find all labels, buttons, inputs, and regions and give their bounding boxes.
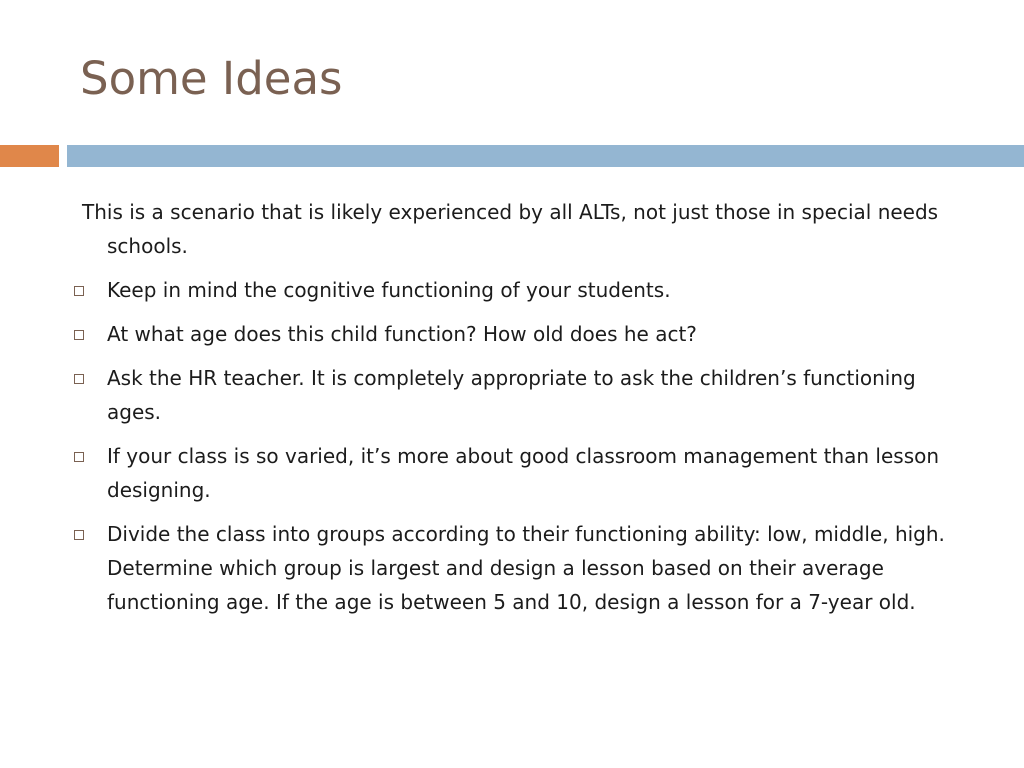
accent-bar-orange [0,145,59,167]
accent-bar-blue [67,145,1024,167]
bullet-item [72,273,972,307]
square-bullet-icon [74,286,84,296]
bullet-text: If your class is so varied, it’s more about good classroom management than lesson designing. [107,444,940,502]
slide-body [72,195,972,629]
square-bullet-icon [74,452,84,462]
bullet-item [72,361,972,429]
square-bullet-icon [74,374,84,384]
bullet-text: Keep in mind the cognitive functioning of your students. [107,278,671,302]
square-bullet-icon [74,330,84,340]
square-bullet-icon [74,530,84,540]
bullet-item [72,317,972,351]
slide-title: Some Ideas [80,52,343,105]
bullet-text: At what age does this child function? How old does he act? [107,322,697,346]
bullet-item [72,439,972,507]
intro-paragraph: This is a scenario that is likely experienced by all ALTs, not just those in special needs schools. [82,200,939,258]
bullet-item [72,517,972,619]
bullet-text: Divide the class into groups according to their functioning ability: low, middle, high. Determine which group is largest and design a lesson based on their average functioning age. If the age is between 5 and 10, design a lesson for a 7-year old. [107,522,945,614]
bullet-text: Ask the HR teacher. It is completely appropriate to ask the children’s functioning ages. [107,366,916,424]
